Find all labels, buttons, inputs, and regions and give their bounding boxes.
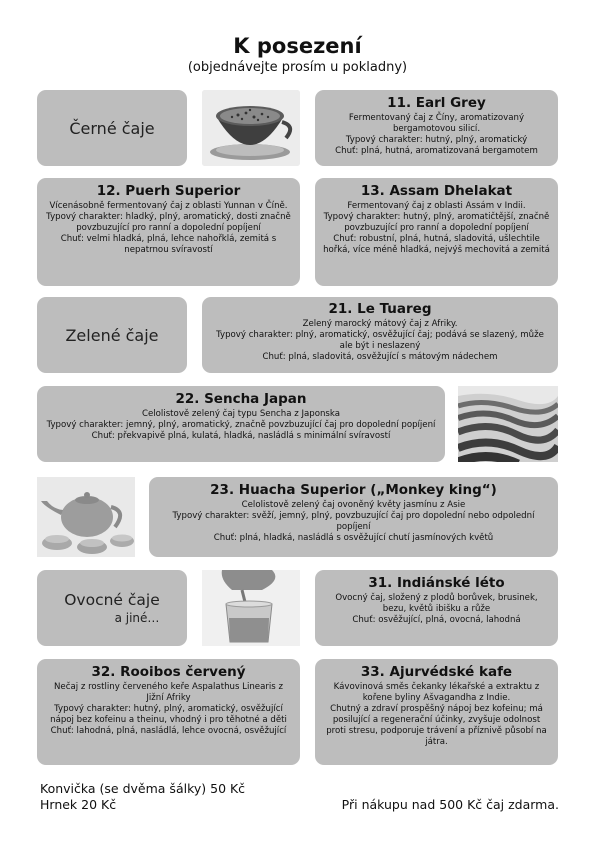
menu-item-puerh xyxy=(37,178,300,286)
tea-plantation-illustration xyxy=(458,386,558,462)
item-character: Typový charakter: hutný, plný, aromatičtější, značně povzbuzující pro ranní a dopolední popíjení xyxy=(323,212,550,233)
category-fruit-tea xyxy=(37,570,187,646)
item-text: Chutný a zdraví prospěšný nápoj bez kofeinu; má posilující a regenerační účinky, zvyšuje odolnost proti stresu, podporuje trávení a příznivě působí na játra. xyxy=(326,704,547,747)
item-name: 33. Ajurvédské kafe xyxy=(360,664,513,680)
item-taste: Chuť: plná, sladovitá, osvěžující s mátovým nádechem xyxy=(262,352,498,362)
item-character: Typový charakter: hladký, plný, aromatický, dosti značně povzbuzující pro ranní a dopolední popíjení xyxy=(46,212,291,233)
item-name: 13. Assam Dhelakat xyxy=(360,183,513,199)
tea-cup-photo xyxy=(202,90,300,166)
menu-item-rooibos xyxy=(37,659,300,765)
category-label: Zelené čaje xyxy=(65,325,159,345)
item-character: Typový charakter: hutný, plný, aromatický xyxy=(345,135,528,145)
price-mug: Hrnek 20 Kč xyxy=(40,797,117,812)
item-description: Kávovinová směs čekanky lékařské a extraktu z kořene byliny Ašvagandha z Indie. xyxy=(333,682,540,703)
item-name: 23. Huacha Superior („Monkey king“) xyxy=(210,482,497,498)
teapot-illustration xyxy=(37,477,135,557)
item-description: Zelený marocký mátový čaj z Afriky. xyxy=(302,319,458,329)
category-label: Černé čaje xyxy=(69,118,155,138)
item-description: Vícenásobně fermentovaný čaj z oblasti Yunnan v Číně. xyxy=(49,201,288,211)
item-taste: Chuť: překvapivě plná, kulatá, hladká, nasládlá s minimální svíravostí xyxy=(91,431,391,441)
footer-promo: Při nákupu nad 500 Kč čaj zdarma. xyxy=(341,797,559,812)
menu-item-indian-summer xyxy=(315,570,558,646)
item-description: Celolistově zelený čaj typu Sencha z Japonska xyxy=(142,409,340,419)
item-taste: Chuť: robustní, plná, hutná, sladovitá, ušlechtile hořká, více méně hladká, nejvýš mechovitá a zemitá xyxy=(323,234,550,255)
item-description: Nečaj z rostliny červeného keře Aspalathus Linearis z Jižní Afriky xyxy=(54,682,283,703)
teapot-pouring-photo xyxy=(202,570,300,646)
item-character: Typový charakter: svěží, jemný, plný, povzbuzující čaj pro dopolední nebo odpolední popíjení xyxy=(172,511,535,532)
item-character: Typový charakter: jemný, plný, aromatický, značně povzbuzující čaj pro dopolední popíjení xyxy=(46,420,436,430)
item-name: 11. Earl Grey xyxy=(387,95,486,111)
item-name: 12. Puerh Superior xyxy=(96,183,241,199)
pouring-tea-illustration xyxy=(202,570,300,646)
teapot-photo xyxy=(37,477,135,557)
tea-plantation-photo xyxy=(458,386,558,462)
item-taste: Chuť: plná, hladká, nasládlá s osvěžující chutí jasmínových květů xyxy=(213,533,494,543)
item-description: Celolistově zelený čaj ovoněný květy jasmínu z Asie xyxy=(241,500,466,510)
price-teapot: Konvička (se dvěma šálky) 50 Kč xyxy=(40,781,246,796)
item-taste: Chuť: lahodná, plná, nasládlá, lehce ovocná, osvěžující xyxy=(50,726,287,736)
item-name: 21. Le Tuareg xyxy=(328,301,432,317)
item-taste: Chuť: plná, hutná, aromatizovaná bergamotem xyxy=(335,146,538,156)
menu-item-le-tuareg xyxy=(202,297,558,373)
menu-item-ayurvedic-coffee xyxy=(315,659,558,765)
item-taste: Chuť: osvěžující, plná, ovocná, lahodná xyxy=(352,615,521,625)
item-name: 32. Rooibos červený xyxy=(91,664,246,680)
page-title: K posezení xyxy=(233,34,362,58)
category-green-tea xyxy=(37,297,187,373)
tea-cup-illustration xyxy=(202,90,300,166)
menu-item-sencha xyxy=(37,386,445,462)
item-description: Ovocný čaj, složený z plodů borůvek, brusinek, bezu, květů ibišku a růže xyxy=(335,593,538,614)
item-character: Typový charakter: hutný, plný, aromatický, osvěžující nápoj bez kofeinu a theinu, vhodný i pro těhotné a děti xyxy=(50,704,287,725)
item-name: 22. Sencha Japan xyxy=(175,391,307,407)
category-sublabel: a jiné… xyxy=(114,611,160,625)
item-taste: Chuť: velmi hladká, plná, lehce nahořklá, zemitá s nepatrnou svíravostí xyxy=(60,234,277,255)
item-description: Fermentovaný čaj z Číny, aromatizovaný bergamotovou silicí. xyxy=(348,113,525,134)
menu-item-huacha xyxy=(149,477,558,557)
page-subtitle: (objednávejte prosím u pokladny) xyxy=(187,60,408,75)
category-black-tea xyxy=(37,90,187,166)
menu-item-earl-grey xyxy=(315,90,558,166)
menu-item-assam xyxy=(315,178,558,286)
item-name: 31. Indiánské léto xyxy=(368,575,505,591)
category-label: Ovocné čaje xyxy=(64,591,160,609)
footer-prices xyxy=(40,781,245,813)
item-character: Typový charakter: plný, aromatický, osvěžující čaj; podává se slazený, může ale být i neslazený xyxy=(216,330,544,351)
item-description: Fermentovaný čaj z oblasti Assám v Indii. xyxy=(347,201,526,211)
